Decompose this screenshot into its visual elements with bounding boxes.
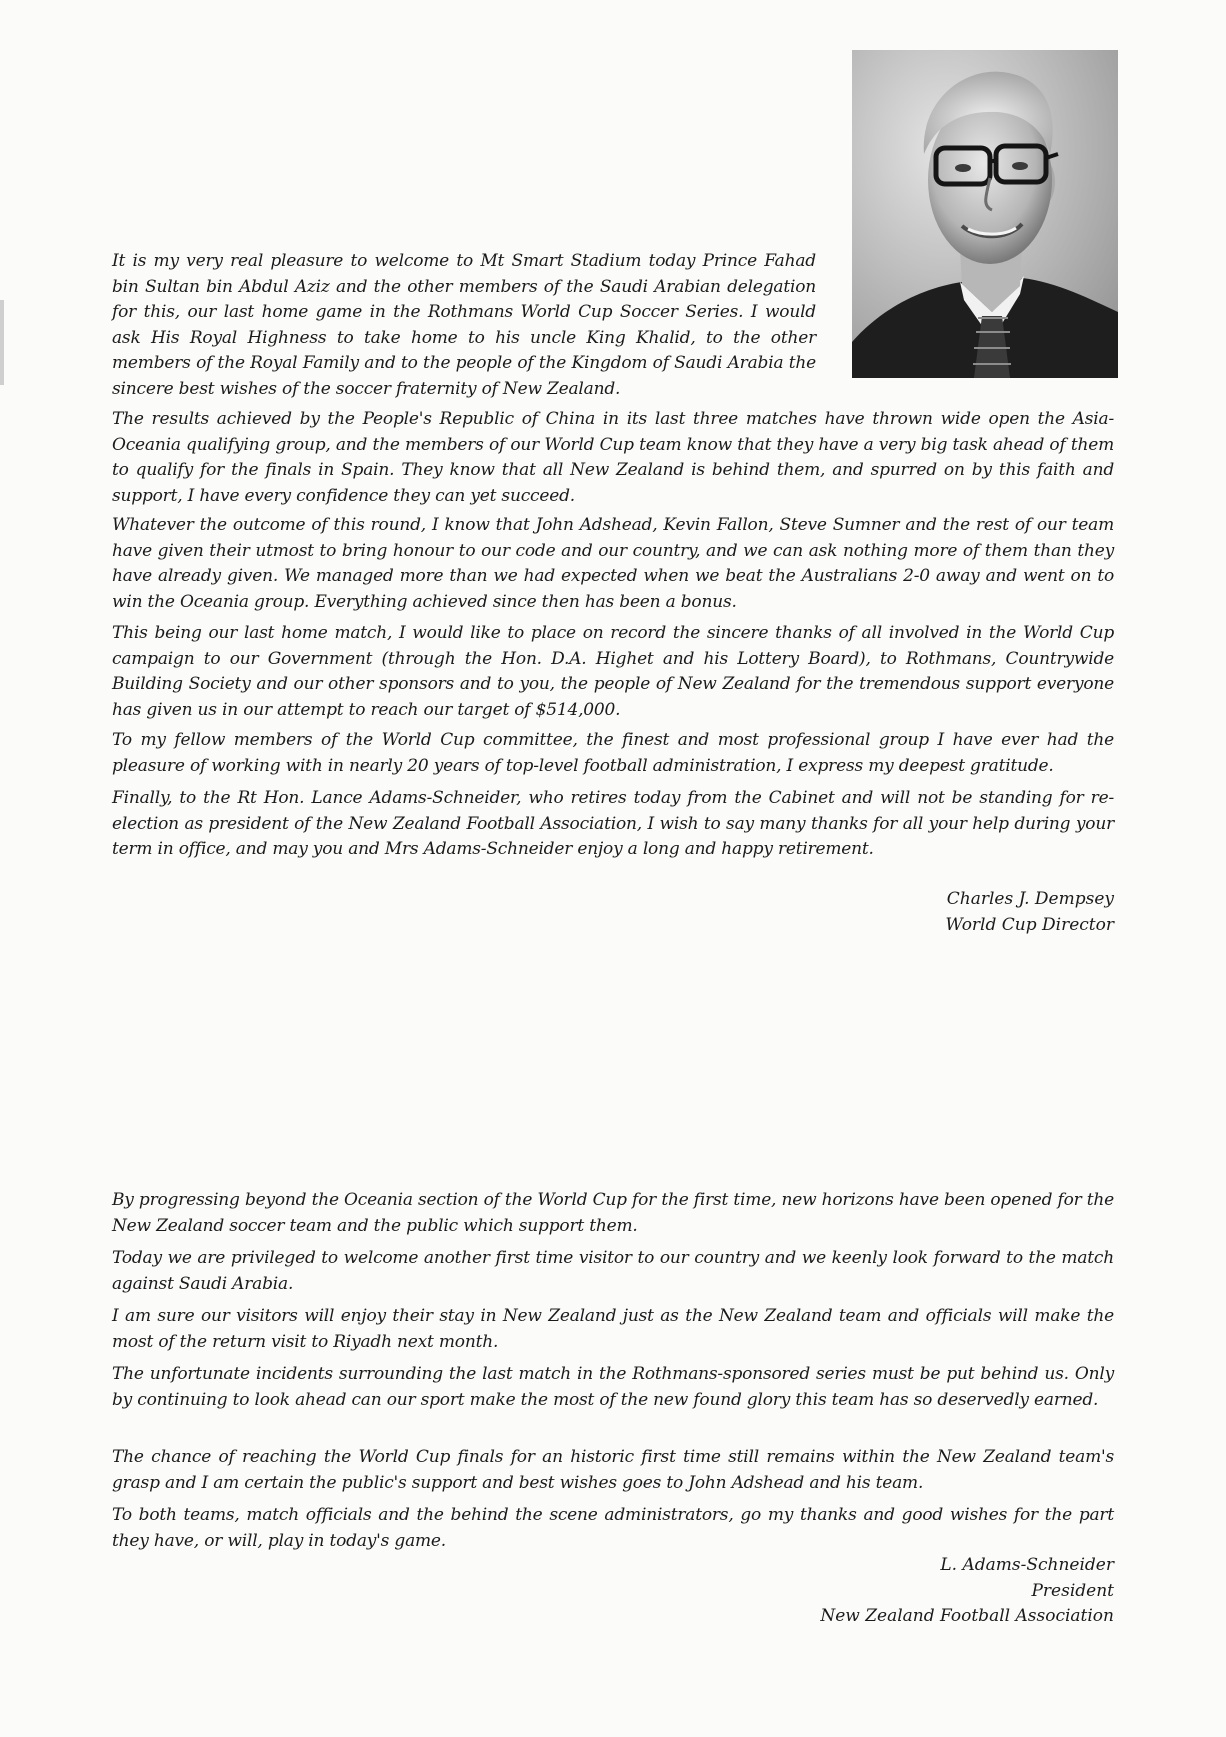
letter1-paragraph-3: Whatever the outcome of this round, I know that John Adshead, Kevin Fallon, Steve Sumner and the rest of our team have given their utmost to bring honour to our code and our country, and we can ask nothing more of them than they have already given. We managed more than we had expected when we beat the Australians 2-0 away and went on to win the Oceania group. Everything achieved since then has been a bonus. [112, 515, 1114, 612]
letter2-paragraph-4: The unfortunate incidents surrounding the last match in the Rothmans-sponsored series must be put behind us. Only by continuing to look ahead can our sport make the most of the new found glory this team has so deservedly earned. [112, 1364, 1114, 1410]
signature-title: President [1031, 1580, 1114, 1601]
signature-name: L. Adams-Schneider [940, 1555, 1114, 1575]
portrait-photo [852, 50, 1118, 378]
letter2-paragraph-2: Today we are privileged to welcome another first time visitor to our country and we keenly look forward to the match against Saudi Arabia. [112, 1248, 1114, 1294]
page-edge-mark [0, 300, 4, 385]
signature-name: Charles J. Dempsey [946, 889, 1114, 909]
letter2-paragraph-5: The chance of reaching the World Cup finals for an historic first time still remains within the New Zealand team's grasp and I am certain the public's support and best wishes goes to John Adshead and his team. [112, 1447, 1114, 1493]
letter2-paragraph-3: I am sure our visitors will enjoy their stay in New Zealand just as the New Zealand team and officials will make the most of the return visit to Riyadh next month. [112, 1306, 1114, 1352]
signature-organization: New Zealand Football Association [820, 1606, 1114, 1627]
letter2-paragraph-1: By progressing beyond the Oceania section of the World Cup for the first time, new horizons have been opened for the New Zealand soccer team and the public which support them. [112, 1190, 1114, 1236]
letter1-paragraph-2: The results achieved by the People's Republic of China in its last three matches have thrown wide open the Asia-Oceania qualifying group, and the members of our World Cup team know that they have a very big task ahead of them to qualify for the finals in Spain. They know that all New Zealand is behind them, and spurred on by this faith and support, I have every confidence they can yet succeed. [112, 409, 1114, 506]
letter1-signature [945, 887, 1114, 938]
letter1-paragraph-5: To my fellow members of the World Cup committee, the finest and most professional group I have ever had the pleasure of working with in nearly 20 years of top-level football administration, I express my deepest gratitude. [112, 730, 1114, 776]
portrait-image [852, 50, 1118, 378]
letter1-paragraph-1: It is my very real pleasure to welcome to Mt Smart Stadium today Prince Fahad bin Sultan bin Abdul Aziz and the other members of the Saudi Arabian delegation for this, our last home game in the Rothmans World Cup Soccer Series. I would ask His Royal Highness to take home to his uncle King Khalid, to the other members of the Royal Family and to the people of the Kingdom of Saudi Arabia the sincere best wishes of the soccer fraternity of New Zealand. [112, 251, 816, 399]
letter2-signature [820, 1553, 1114, 1630]
letter2-paragraph-6: To both teams, match officials and the behind the scene administrators, go my thanks and good wishes for the part they have, or will, play in today's game. [112, 1505, 1114, 1551]
letter1-paragraph-4: This being our last home match, I would like to place on record the sincere thanks of all involved in the World Cup campaign to our Government (through the Hon. D.A. Highet and his Lottery Board), to Rothmans, Countrywide Building Society and our other sponsors and to you, the people of New Zealand for the tremendous support everyone has given us in our attempt to reach our target of $514,000. [112, 623, 1114, 720]
signature-title: World Cup Director [945, 914, 1114, 935]
letter1-paragraph-6: Finally, to the Rt Hon. Lance Adams-Schneider, who retires today from the Cabinet and will not be standing for re-election as president of the New Zealand Football Association, I wish to say many thanks for all your help during your term in office, and may you and Mrs Adams-Schneider enjoy a long and happy retirement. [112, 788, 1114, 860]
